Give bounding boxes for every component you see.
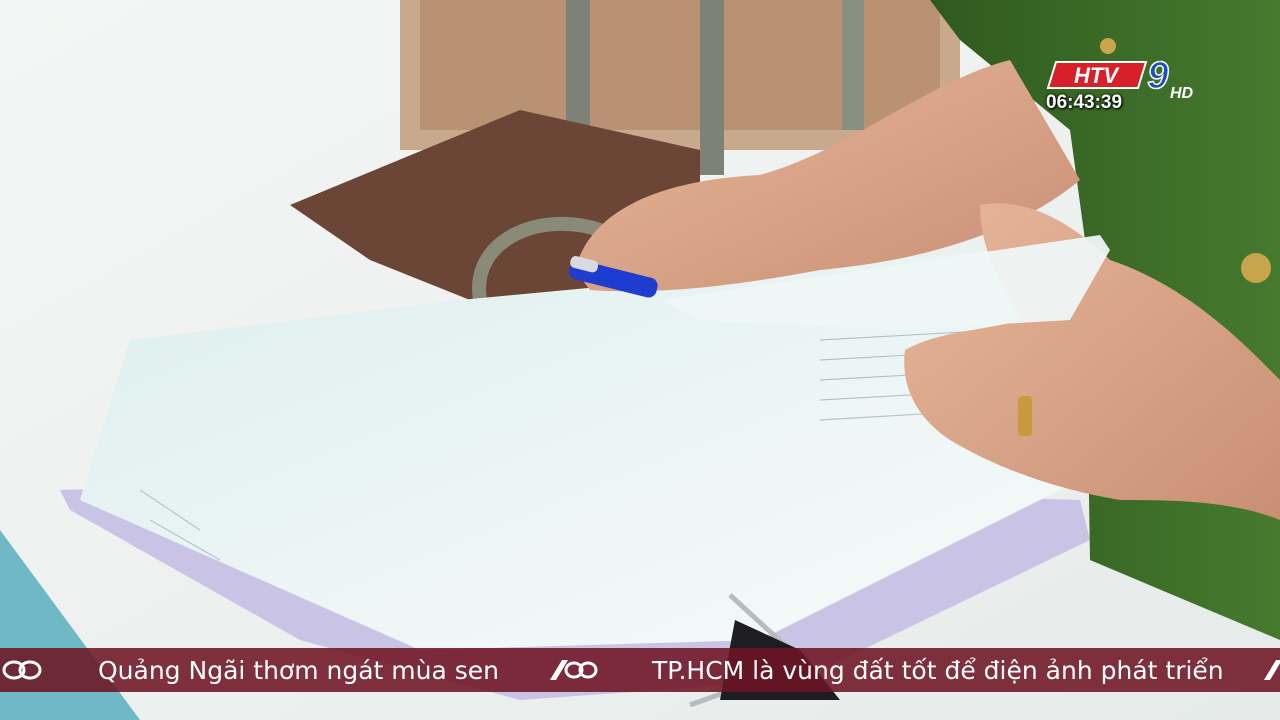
news-ticker (0, 648, 1280, 692)
uniform-button-1 (1100, 38, 1116, 54)
uniform-button-2 (1241, 253, 1271, 283)
ticker-separator-icon (548, 658, 600, 682)
cabinet-bar-2 (700, 0, 724, 175)
cabinet-bar-1 (566, 0, 590, 130)
broadcast-clock: 06:43:39 (1046, 92, 1123, 113)
ticker-headline-2: TP.HCM là vùng đất tốt để điện ảnh phát triển (652, 655, 1224, 685)
gold-ring (1018, 396, 1032, 436)
ticker-separator-icon (2, 658, 44, 682)
svg-text:9: 9 (1147, 56, 1169, 97)
svg-text:HD: HD (1170, 85, 1194, 102)
cabinet-bar-3 (842, 0, 864, 130)
svg-text:HTV: HTV (1074, 63, 1118, 88)
ticker-separator-icon (1262, 658, 1280, 682)
ticker-headline-1: Quảng Ngãi thơm ngát mùa sen (98, 655, 500, 685)
